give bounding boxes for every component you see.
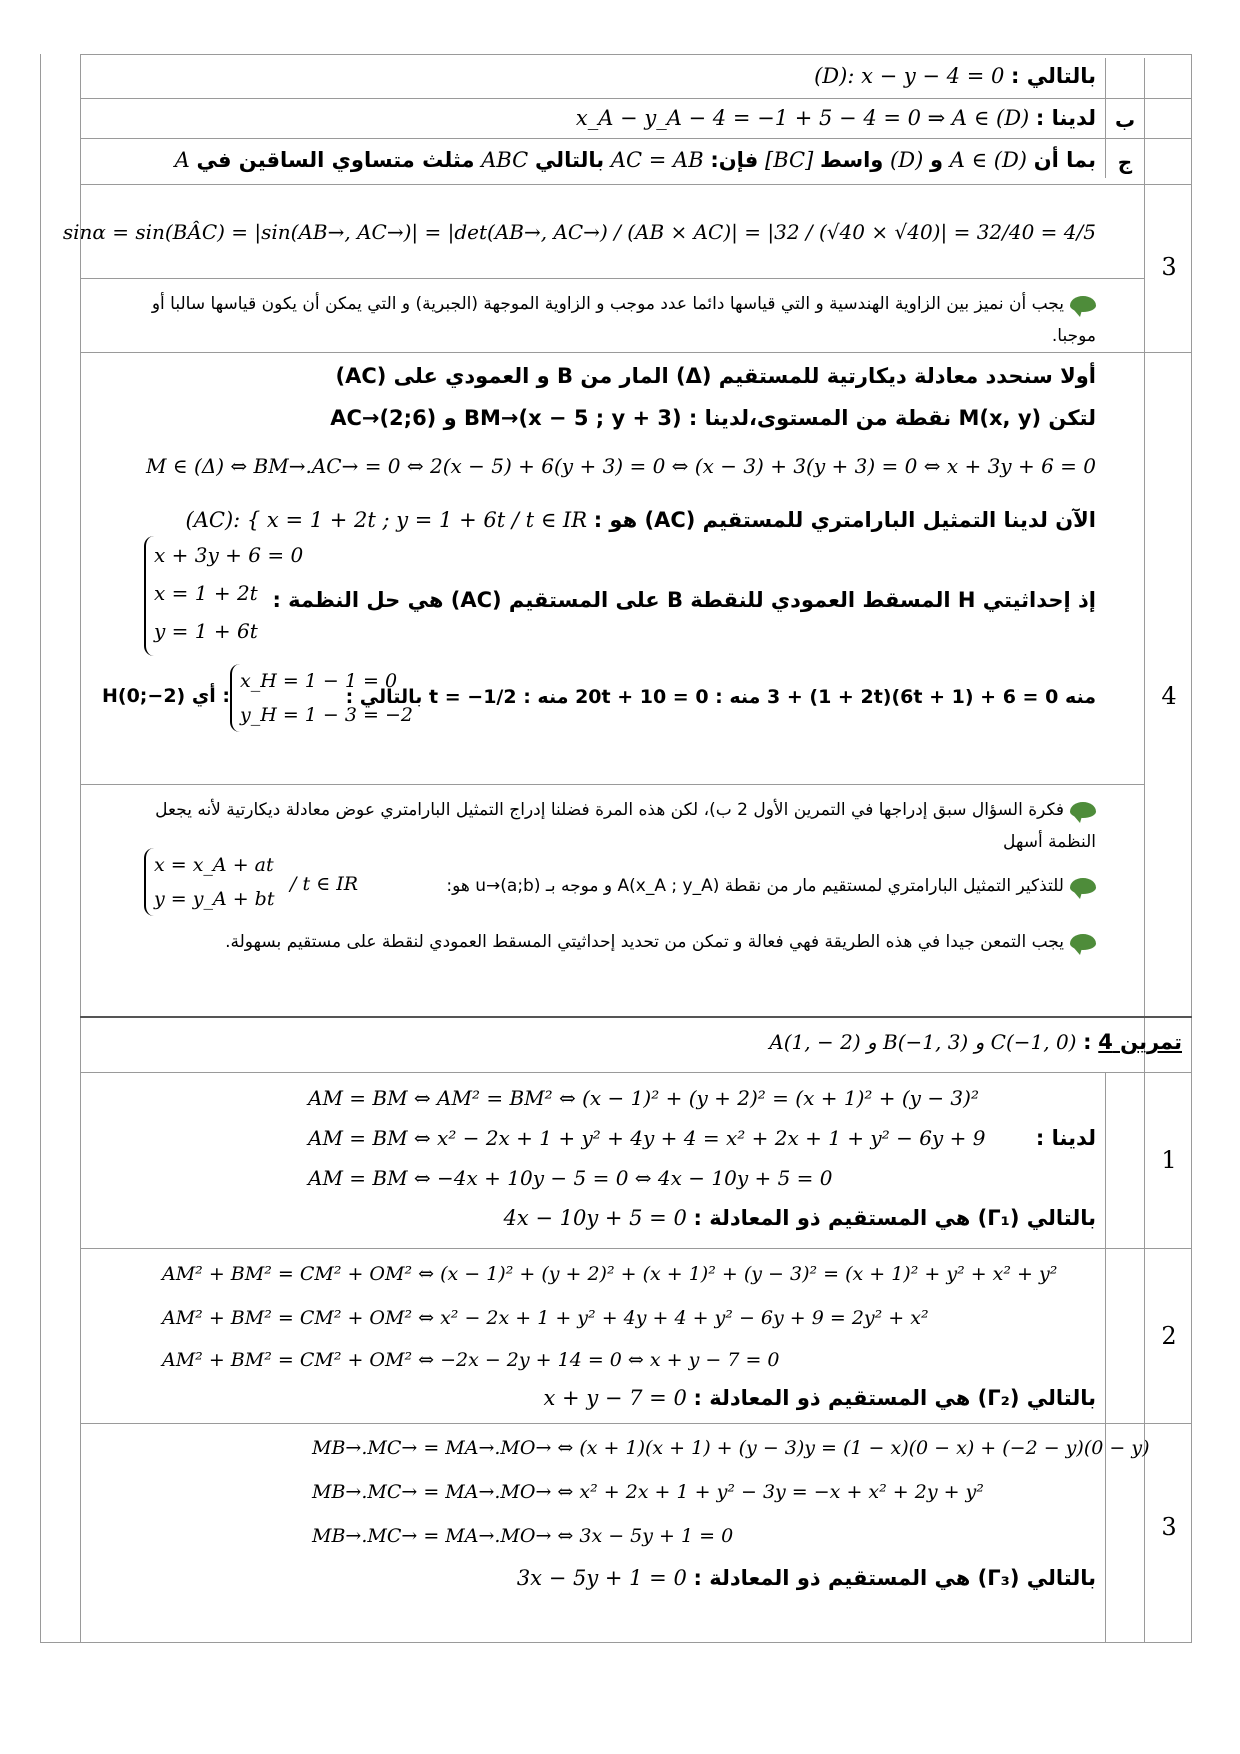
q4-line6 <box>346 682 1096 711</box>
row1 <box>814 62 1096 90</box>
row2 <box>576 104 1096 132</box>
row3-math-6: A <box>174 148 190 172</box>
row3-text-4: فإن: <box>710 148 759 172</box>
frame-num-col <box>1144 58 1145 1642</box>
q4-param-eq1: x = x_A + at <box>154 854 274 876</box>
q4-note3-text: يجب التمعن جيدا في هذه الطريقة فهي فعالة و تمكن من تحديد إحداثيتي المسقط العمودي لنقطة على مستقيم بسهولة. <box>225 932 1064 952</box>
p3-result-text: بالتالي (Γ₃) هي المستقيم ذو المعادلة : <box>693 1566 1096 1590</box>
q4-line3-math: M ∈ (Δ) ⇔ BM→.AC→ = 0 ⇔ 2(x − 5) + 6(y + 3) = 0 ⇔ (x − 3) + 3(y + 3) = 0 ⇔ x + 3y + 6 = 0 <box>146 454 1096 478</box>
p3-result-math: 3x − 5y + 1 = 0 <box>516 1566 687 1590</box>
p1-line1: AM = BM ⇔ AM² = BM² ⇔ (x − 1)² + (y + 2)² = (x + 1)² + (y − 3)² <box>308 1086 979 1110</box>
p3-result <box>517 1564 1096 1592</box>
angle-note-text: يجب أن نميز بين الزاوية الهندسية و التي قياسها دائما عدد موجب و الزاوية الموجهة (الجبرية) و التي يمكن أن يكون قياسها سالبا أو موجبا. <box>151 294 1096 346</box>
q4-param-eq2: y = y_A + bt <box>154 888 275 910</box>
q4-note1-text: فكرة السؤال سبق إدراجها في التمرين الأول 2 ب)، لكن هذه المرة فضلنا إدراج التمثيل البارامتري عوض معادلة ديكارتية لأنه يجعل النظمة أسهل <box>155 800 1096 852</box>
row-sep-ex4 <box>80 1016 1192 1018</box>
q4-line2 <box>330 404 1096 432</box>
exercise-4-points: A(1, − 2) و B(−1, 3) و C(−1, 0) <box>769 1030 1077 1054</box>
exercise-4-title: تمرين 4 <box>1098 1030 1182 1054</box>
p3-line2: MB→.MC→ = MA→.MO→ ⇔ x² + 2x + 1 + y² − 3y = −x + x² + 2y + y² <box>312 1481 984 1503</box>
row-sep-3 <box>80 184 1192 185</box>
q4-line1 <box>335 362 1096 390</box>
exercise-4-header <box>769 1028 1182 1056</box>
p2-result-math: x + y − 7 = 0 <box>543 1386 687 1410</box>
q4-param-system <box>144 848 275 916</box>
speech-bubble-icon <box>1070 802 1096 818</box>
row3-math-1: A ∈ (D) <box>949 148 1028 172</box>
row-sep-p2 <box>80 1248 1192 1249</box>
speech-bubble-icon <box>1070 934 1096 950</box>
q4-note3 <box>136 926 1096 958</box>
p1-result-math: 4x − 10y + 5 = 0 <box>503 1206 687 1230</box>
question-number-2: 2 <box>1161 1322 1177 1350</box>
row3-math-4: AC = AB <box>610 148 704 172</box>
row1-math: (D): x − y − 4 = 0 <box>814 64 1005 88</box>
q4-yh: y_H = 1 − 3 = −2 <box>240 704 413 726</box>
p2-result <box>544 1384 1096 1412</box>
p1-result <box>503 1204 1096 1232</box>
question-number-3-bottom: 3 <box>1161 1513 1177 1541</box>
row3-text-3: واسط <box>819 148 884 172</box>
question-number-1: 1 <box>1161 1146 1177 1174</box>
p2-line2: AM² + BM² = CM² + OM² ⇔ x² − 2x + 1 + y² + 4y + 4 + y² − 6y + 9 = 2y² + x² <box>162 1307 929 1329</box>
row3-math-5: ABC <box>481 148 529 172</box>
row3-text-5: بالتالي <box>534 148 605 172</box>
row3-text-2: و <box>929 148 944 172</box>
row-sep-2 <box>80 138 1192 139</box>
speech-bubble-icon <box>1070 296 1096 312</box>
q4-line2-text: لتكن M(x, y) نقطة من المستوى،لدينا : BM→(x − 5 ; y + 3) و AC→(2;6) <box>330 406 1096 430</box>
q4-xh: x_H = 1 − 1 = 0 <box>240 670 398 692</box>
row3-text-6: مثلث متساوي الساقين في <box>196 148 475 172</box>
row-sep-q4-note <box>80 784 1144 785</box>
row1-label: بالتالي : <box>1011 64 1096 88</box>
solution-page <box>40 58 1192 1638</box>
row3-text-1: بما أن <box>1033 148 1096 172</box>
p1-line3: AM = BM ⇔ −4x + 10y − 5 = 0 ⇔ 4x − 10y + 5 = 0 <box>308 1166 833 1190</box>
p1-label: لدينا : <box>1035 1126 1096 1150</box>
p2-line3: AM² + BM² = CM² + OM² ⇔ −2x − 2y + 14 = 0 ⇔ x + y − 7 = 0 <box>162 1349 780 1371</box>
q4-line4-text: الآن لدينا التمثيل البارامتري للمستقيم (AC) هو : <box>593 508 1096 532</box>
question-number-4: 4 <box>1161 682 1177 710</box>
q4-line6-text: منه 0 = 6 + (1 + 6t)3 + (1 + 2t) منه : 20t + 10 = 0 منه : t = −1/2 بالتالي : <box>345 686 1096 708</box>
speech-bubble-icon <box>1070 878 1096 894</box>
frame-bottom <box>40 1642 1192 1643</box>
question-number-3-top: 3 <box>1161 253 1177 281</box>
q4-note1 <box>136 794 1096 858</box>
frame-label-col-2 <box>1105 1072 1106 1642</box>
row-sep-note <box>80 278 1144 279</box>
p2-result-text: بالتالي (Γ₂) هي المستقيم ذو المعادلة : <box>693 1386 1096 1410</box>
exercise-4-colon: : <box>1083 1030 1092 1054</box>
q4-h-system <box>230 664 413 732</box>
row-sep-1 <box>80 98 1192 99</box>
row3 <box>175 146 1096 174</box>
angle-note <box>136 288 1096 352</box>
q4-line5 <box>272 586 1096 614</box>
q4-system-eq1: x + 3y + 6 = 0 <box>154 543 304 567</box>
sin-formula-math: sinα = sin(BÂC) = |sin(AB→, AC→)| = |det(AB→, AC→) / (AB × AC)| = |32 / (√40 × √40)| = 32/40 = 4/5 <box>62 220 1096 244</box>
frame-top <box>80 54 1192 55</box>
p3-line1: MB→.MC→ = MA→.MO→ ⇔ (x + 1)(x + 1) + (y − 3)y = (1 − x)(0 − x) + (−2 − y)(0 − y) <box>312 1437 1150 1459</box>
row2-math: x_A − y_A − 4 = −1 + 5 − 4 = 0 ⇒ A ∈ (D) <box>575 106 1030 130</box>
q4-note2-text: للتذكير التمثيل البارامتري لمستقيم مار من نقطة A(x_A ; y_A) و موجه بـ u→(a;b) هو: <box>446 876 1064 896</box>
row-sep-p3 <box>80 1423 1192 1424</box>
frame-left-outer <box>40 54 41 1642</box>
row-sep-4 <box>80 352 1192 353</box>
q4-system-eq3: y = 1 + 6t <box>154 619 258 643</box>
p1-result-text: بالتالي (Γ₁) هي المستقيم ذو المعادلة : <box>693 1206 1096 1230</box>
row-sep-ex4-title <box>80 1072 1192 1073</box>
q4-system-eq2: x = 1 + 2t <box>154 581 258 605</box>
sin-formula <box>63 218 1096 246</box>
label-j: ج <box>1117 150 1133 174</box>
p2-line1: AM² + BM² = CM² + OM² ⇔ (x − 1)² + (y + 2)² + (x + 1)² + (y − 3)² = (x + 1)² + y² + x² + y² <box>162 1263 1058 1285</box>
p3-line3: MB→.MC→ = MA→.MO→ ⇔ 3x − 5y + 1 = 0 <box>312 1525 734 1547</box>
q4-line1-text: أولا سنحدد معادلة ديكارتية للمستقيم (Δ) المار من B و العمودي على (AC) <box>335 364 1096 388</box>
q4-line4 <box>186 506 1096 534</box>
q4-h-result: H(0;−2) أي : <box>102 685 230 707</box>
frame-left-inner <box>80 54 81 1642</box>
q4-line4-math: (AC): { x = 1 + 2t ; y = 1 + 6t / t ∈ IR <box>185 508 588 532</box>
label-b: ب <box>1114 108 1136 132</box>
row2-label: لدينا : <box>1035 106 1096 130</box>
row3-math-3: [BC] <box>765 148 814 172</box>
q4-line3 <box>146 452 1096 480</box>
p1-line2: AM = BM ⇔ x² − 2x + 1 + y² + 4y + 4 = x² + 2x + 1 + y² − 6y + 9 <box>308 1126 986 1150</box>
row3-math-2: (D) <box>890 148 924 172</box>
q4-note2 <box>446 870 1096 902</box>
q4-line5-text: إذ إحداثيتي H المسقط العمودي للنقطة B على المستقيم (AC) هي حل النظمة : <box>272 588 1096 612</box>
frame-right-outer <box>1191 54 1192 1642</box>
q4-param-t: / t ∈ IR <box>290 873 359 895</box>
